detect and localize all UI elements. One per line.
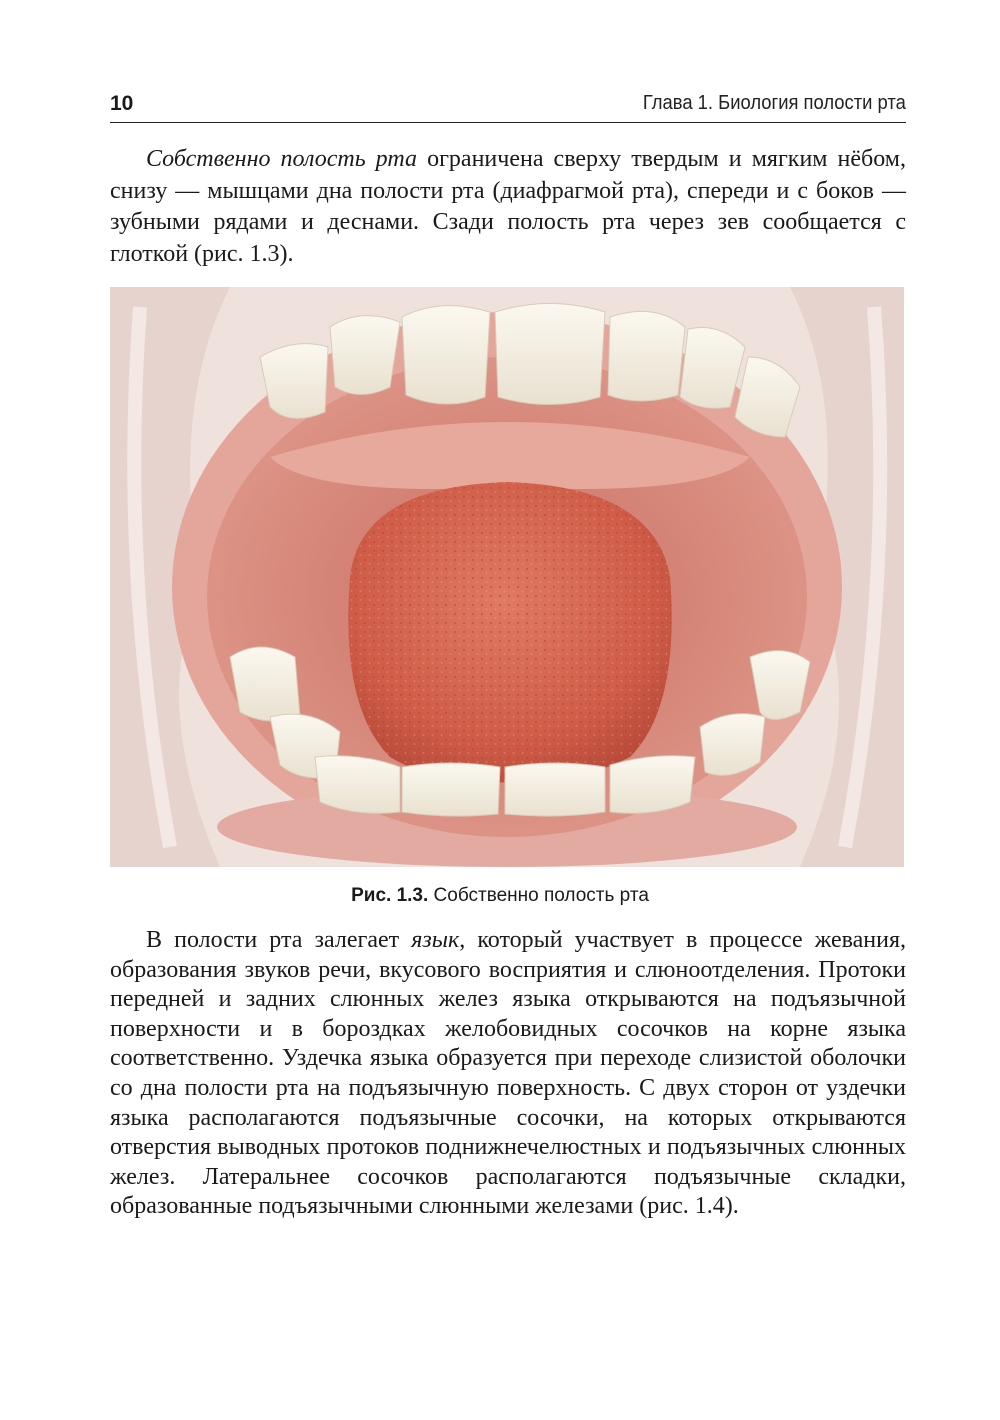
- chapter-title: Глава 1. Биология полости рта: [643, 92, 906, 114]
- paragraph-oral-cavity-proper: [110, 144, 906, 270]
- paragraph-text: В полости рта залегает: [146, 927, 412, 953]
- italic-term: язык: [411, 927, 460, 953]
- italic-term: Собственно полость рта: [146, 146, 417, 172]
- caption-label: Рис. 1.3.: [351, 885, 429, 906]
- tongue-papillae: [348, 482, 671, 783]
- figure-oral-cavity-photo: [110, 287, 904, 867]
- paragraph-tongue: [110, 926, 906, 1222]
- oral-cavity-illustration: [110, 287, 904, 867]
- page-number: 10: [110, 92, 134, 115]
- paragraph-text: ограничена сверху твердым и мягким нёбом, снизу — мышцами дна полости рта (диафрагмой рта), спереди и с боков — зубными рядами и деснами. Сзади полость рта через зев сообщается с глоткой (рис. 1.3).: [110, 146, 906, 267]
- paragraph-text: , который участвует в процессе жевания, образования звуков речи, вкусового восприятия и слюноотделения. Протоки передней и задних слюнных желез языка открываются на подъязычной поверхности и в бороздках желобовидных сосочков на корне языка соответственно. Уздечка языка образуется при переходе слизистой оболочки со дна полости рта на подъязычную поверхность. С двух сторон от уздечки языка располагаются подъязычные сосочки, на которых открываются отверстия выводных протоков поднижнечелюстных и подъязычных слюнных желез. Латеральнее сосочков располагаются подъязычные складки, образованные подъязычными слюнными железами (рис. 1.4).: [110, 927, 907, 1220]
- running-header: [110, 90, 906, 123]
- caption-text: Собственно полость рта: [428, 885, 649, 906]
- figure-caption: [0, 885, 1000, 907]
